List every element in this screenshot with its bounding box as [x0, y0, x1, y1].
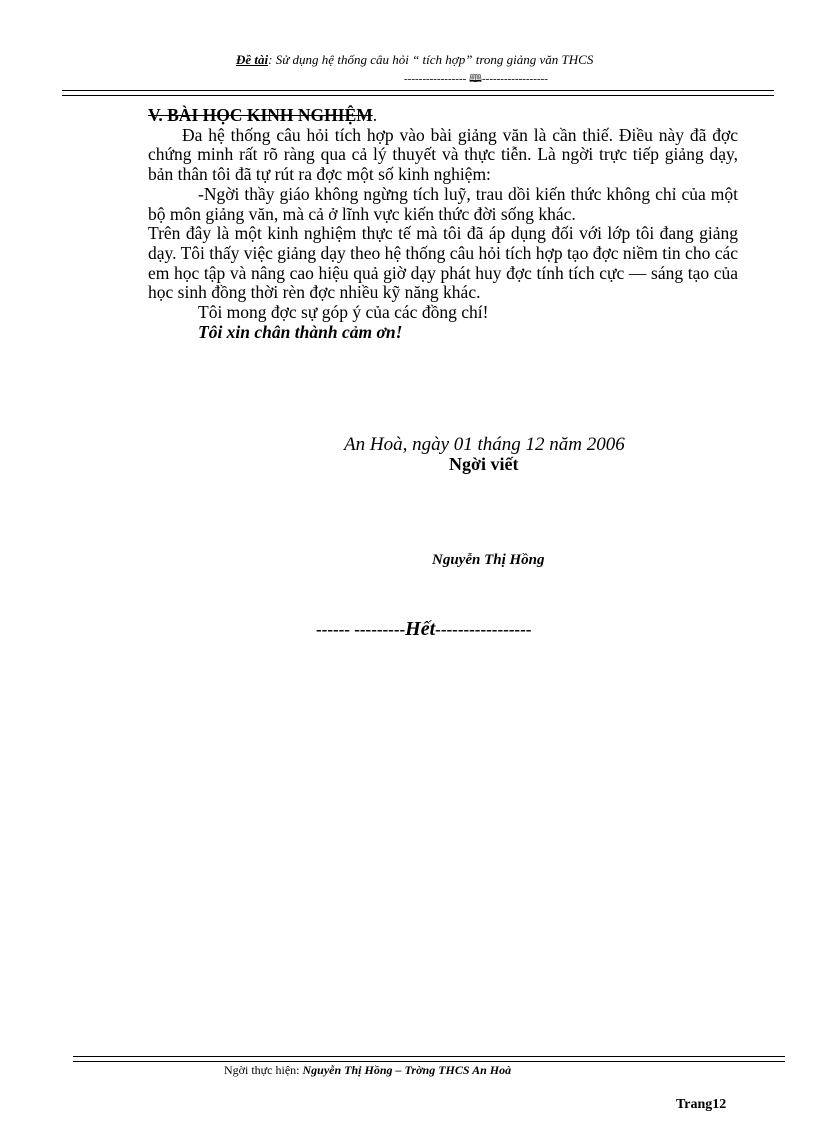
footer-divider — [73, 1056, 785, 1062]
footer-school: THCS An Hoà — [438, 1063, 512, 1077]
author-title: Ngời viết — [449, 454, 519, 474]
end-mark-word: Hết — [405, 618, 436, 640]
document-header-title — [236, 52, 676, 68]
end-mark — [316, 618, 531, 641]
section-heading-trail: . — [372, 105, 378, 125]
end-mark-right: ----------------- — [435, 620, 532, 639]
paragraph-2: -Ngời thầy giáo không ngừng tích luỹ, trau dồi kiến thức không chỉ của một bộ môn giảng văn, mà cả ở lĩnh vực kiến thức đời sống khác. — [148, 183, 738, 224]
header-topic: : Sử dụng hệ thống câu hỏi “ tích hợp” trong giảng văn THCS — [268, 52, 594, 67]
section-body — [148, 106, 738, 342]
page-number: Trang12 — [676, 1097, 727, 1112]
header-label: Đề tài — [236, 52, 269, 67]
footer-text — [224, 1063, 511, 1078]
paragraph-4: Tôi mong đợc sự góp ý của các đồng chí! — [198, 302, 489, 323]
paragraph-1: Đa hệ thống câu hỏi tích hợp vào bài giảng văn là cần thiế. Điều này đã đợc chứng minh rất rõ ràng qua cả lý thuyết và thực tiễn. Là ngời trực tiếp giảng dạy, bản thân tôi đã tự rút ra đợc một số kinh nghiệm: — [148, 124, 738, 185]
header-divider — [62, 90, 774, 96]
section-heading-line — [148, 106, 738, 126]
footer-author: Nguyễn Thị Hồng — [302, 1063, 393, 1077]
footer-separator: – Trờng — [392, 1063, 439, 1077]
footer-label: Ngời thực hiện: — [224, 1063, 303, 1077]
closing-thanks: Tôi xin chân thành cảm ơn! — [198, 321, 403, 342]
place-date: An Hoà, ngày 01 tháng 12 năm 2006 — [344, 434, 625, 455]
end-mark-left: ------ --------- — [316, 620, 406, 639]
author-signature: Nguyễn Thị Hồng — [432, 552, 545, 568]
paragraph-3: Trên đây là một kinh nghiệm thực tế mà tôi đã áp dụng đối với lớp tôi đang giảng dạy. Tôi thấy việc giảng dạy theo hệ thống câu hỏi tích hợp tạo đợc niềm tin cho các em học tập và nâng cao hiệu quả giờ dạy phát huy đợc tính tích cực — sáng tạo của học sinh đồng thời rèn đợc nhiều kỹ năng khác. — [148, 223, 739, 303]
header-ornament: ----------------- 🕮------------------ — [404, 73, 548, 85]
section-heading: V. BÀI HỌC KINH NGHIỆM — [148, 105, 373, 125]
